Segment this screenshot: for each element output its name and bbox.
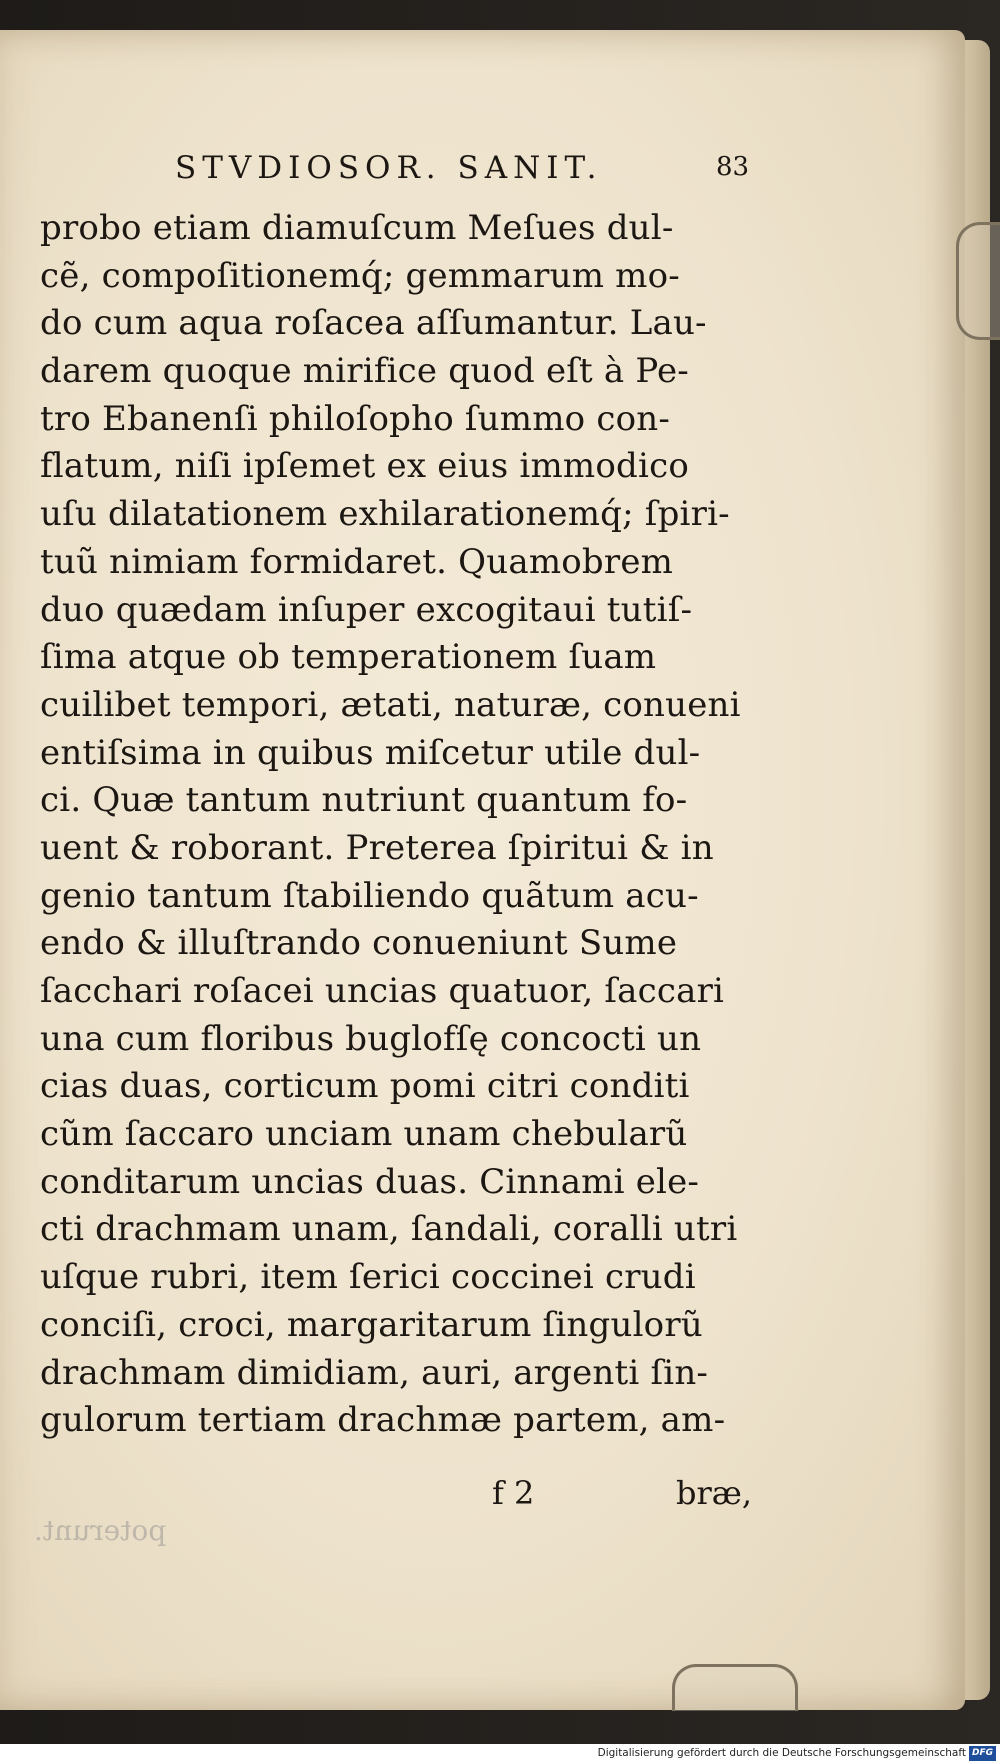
text-line: una cum floribus buglofſę concocti un: [40, 1018, 702, 1059]
bleed-through-text: poterunt.: [34, 1514, 167, 1547]
text-line: do cum aqua roſacea aſſumantur. Lau-: [40, 303, 707, 344]
text-line: gulorum tertiam drachmæ partem, am-: [40, 1400, 726, 1441]
text-line: ſima atque ob temperationem ſuam: [40, 637, 657, 678]
text-line: darem quoque mirifice quod eſt à Pe-: [40, 351, 689, 392]
text-line: ci. Quæ tantum nutriunt quantum fo-: [40, 780, 688, 821]
text-line: cũm ſaccaro unciam unam chebularũ: [40, 1114, 688, 1155]
text-line: cuilibet tempori, ætati, naturæ, conueni: [40, 684, 741, 725]
text-line: uent & roborant. Preterea ſpiritui & in: [40, 827, 714, 868]
text-line: cẽ, compoſitionemq́; gemmarum mo-: [40, 255, 680, 296]
text-line: entiſsima in quibus miſcetur utile dul-: [40, 732, 701, 773]
text-line: uſque rubri, item ſerici coccinei crudi: [40, 1257, 696, 1298]
text-line: genio tantum ſtabiliendo quãtum acu-: [40, 875, 699, 916]
signature-mark: f 2: [492, 1474, 535, 1512]
text-line: cti drachmam unam, ſandali, coralli utri: [40, 1209, 738, 1250]
text-line: tro Ebanenſi philoſopho ſummo con-: [40, 398, 671, 439]
text-line: probo etiam diamuſcum Meſues dul-: [40, 208, 674, 248]
text-line: conditarum uncias duas. Cinnami ele-: [40, 1161, 700, 1202]
running-head: STVDIOSOR. SANIT.: [175, 150, 603, 186]
text-line: drachmam dimidiam, auri, argenti ſin-: [40, 1352, 709, 1393]
page-clip-right: [956, 222, 1000, 340]
text-line: cias duas, corticum pomi citri conditi: [40, 1066, 690, 1107]
text-line: duo quædam inſuper excogitaui tutiſ-: [40, 589, 693, 630]
catchword: bræ,: [676, 1474, 753, 1512]
text-line: conciſi, croci, margaritarum ſingulorũ: [40, 1304, 703, 1345]
text-block: [40, 205, 760, 1445]
page-clip-bottom: [672, 1664, 798, 1711]
funding-credit: Digitalisierung gefördert durch die Deutsche Forschungsgemeinschaft: [597, 1747, 966, 1759]
dfg-logo: DFG: [969, 1746, 996, 1761]
text-line: endo & illuſtrando conueniunt Sume: [40, 923, 678, 964]
text-line: flatum, niſi ipſemet ex eius immodico: [40, 446, 689, 487]
text-line: ſacchari roſacei uncias quatuor, ſaccari: [40, 971, 725, 1011]
text-line: tuũ nimiam formidaret. Quamobrem: [40, 541, 674, 582]
text-line: uſu dilatationem exhilarationemq́; ſpiri-: [40, 494, 730, 535]
folio-number: 83: [716, 152, 750, 182]
